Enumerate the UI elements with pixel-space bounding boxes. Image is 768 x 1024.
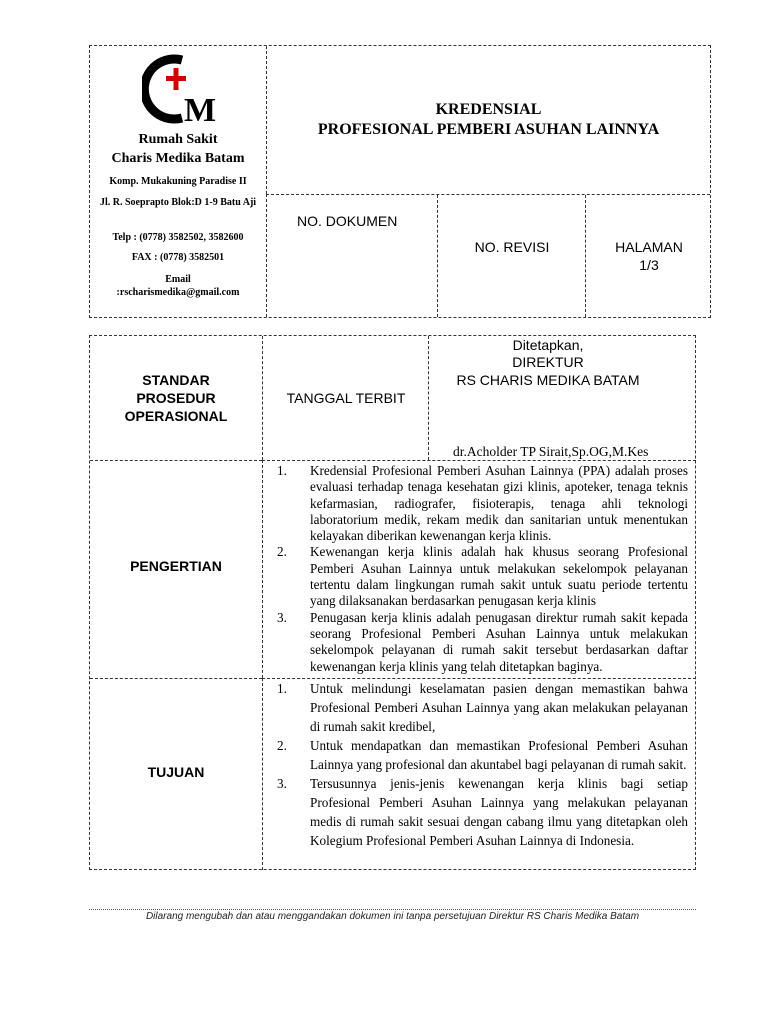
approval-cell	[428, 336, 696, 460]
hospital-name	[90, 130, 266, 168]
item-text: Penugasan kerja klinis adalah penugasan direktur rumah sakit kepada seorang Profesional Pemberi Asuhan Lainnya untuk melakukan sekelompok pelayanan di rumah sakit tersebut berdasarkan daftar kewenangan kerja klinis yang telah ditetapkan baginya.	[310, 609, 688, 674]
item-number: 2.	[277, 738, 287, 753]
phone-text: Telp : (0778) 3582502, 3582600	[112, 232, 244, 243]
item-text: Untuk melindungi keselamatan pasien dengan memastikan bahwa Profesional Pemberi Asuhan Lainnya yang akan melakukan pelayanan di rumah sakit kredibel,	[310, 681, 688, 734]
item-text: Tersusunnya jenis-jenis kewenangan kerja klinis bagi setiap Profesional Pemberi Asuhan Lainnya yang melakukan pelayanan medis di rumah sakit sesuai dengan cabang ilmu yang ditetapkan oleh Kolegium Profesional Pemberi Asuhan Lainnya di Indonesia.	[310, 776, 688, 848]
pengertian-label: PENGERTIAN	[130, 558, 222, 574]
no-revisi-cell	[437, 195, 585, 317]
item-text: Untuk mendapatkan dan memastikan Profesional Pemberi Asuhan Lainnya yang profesional dan akuntabel bagi pelayanan di rumah sakit.	[310, 738, 688, 772]
sop-label-line3: OPERASIONAL	[124, 408, 228, 424]
tujuan-content-cell	[262, 678, 696, 870]
hospital-name-line1: Rumah Sakit	[138, 132, 218, 147]
sop-label	[90, 371, 262, 425]
signatory-name: dr.Acholder TP Sirait,Sp.OG,M.Kes	[453, 444, 649, 459]
item-number: 3.	[277, 609, 287, 625]
title-line2: PROFESIONAL PEMBERI ASUHAN LAINNYA	[317, 121, 660, 138]
halaman-cell	[585, 195, 711, 317]
hospital-name-line2: Charis Medika Batam	[111, 151, 245, 166]
tujuan-list	[263, 679, 696, 850]
tujuan-label-cell	[90, 678, 262, 870]
item-text: Kredensial Profesional Pemberi Asuhan Lainnya (PPA) adalah proses evaluasi terhadap tenaga kesehatan gizi klinis, apoteker, tenaga teknis kefarmasian, radiografer, fisioterapis, tenaga ahli teknologi laboratorium medik, rekam medik dan sanitarian untuk menentukan kelayakan diberikan kewenangan kerja klinis.	[310, 463, 688, 544]
halaman-value: 1/3	[639, 257, 659, 273]
direktur-text: DIREKTUR	[512, 354, 584, 370]
item-text: Kewenangan kerja klinis adalah hak khusus seorang Profesional Pemberi Asuhan Lainnya untuk melakukan sekelompok pelayanan tertentu dalam lingkungan rumah sakit untuk suatu periode tertentu yang dilaksanakan berdasarkan penugasan kerja klinis	[310, 544, 688, 609]
sop-label-line2: PROSEDUR	[136, 390, 216, 406]
sop-label-line1: STANDAR	[142, 372, 210, 388]
document-meta-row	[266, 194, 710, 317]
pengertian-label-cell	[90, 460, 262, 678]
document-title	[267, 100, 710, 140]
footer-notice: Dilarang mengubah dan atau menggandakan dokumen ini tanpa persetujuan Direktur RS Charis Medika Batam	[145, 911, 640, 922]
pengertian-item	[263, 610, 688, 675]
pengertian-content-cell	[262, 460, 696, 678]
sop-label-cell	[90, 336, 262, 460]
rs-name-text: RS CHARIS MEDIKA BATAM	[456, 372, 640, 388]
item-number: 3.	[277, 776, 287, 791]
tujuan-item	[263, 736, 688, 774]
no-revisi-label: NO. REVISI	[474, 239, 550, 255]
tanggal-terbit-label: TANGGAL TERBIT	[286, 390, 406, 406]
tanggal-terbit-cell	[262, 336, 428, 460]
footer-divider	[89, 909, 696, 910]
pengertian-list	[263, 463, 696, 675]
item-number: 1.	[277, 463, 287, 478]
title-line1: KREDENSIAL	[435, 101, 542, 118]
no-dokumen-label: NO. DOKUMEN	[297, 213, 398, 229]
tujuan-item	[263, 679, 688, 736]
item-number: 1.	[277, 681, 287, 696]
document-title-cell	[266, 46, 710, 194]
document-header	[89, 45, 711, 318]
fax-text: FAX : (0778) 3582501	[131, 252, 225, 263]
halaman-label: HALAMAN	[615, 239, 683, 255]
item-number: 2.	[277, 544, 287, 560]
pengertian-item	[263, 463, 688, 544]
email-label: Email	[165, 274, 191, 285]
tujuan-label: TUJUAN	[147, 764, 205, 780]
sop-table	[89, 335, 696, 870]
logo-m-letter: M	[183, 92, 217, 124]
hospital-info-cell	[90, 46, 266, 317]
address-line1: Komp. Mukakuning Paradise II	[109, 176, 247, 187]
pengertian-item	[263, 544, 688, 609]
hospital-logo	[142, 54, 226, 124]
tujuan-item	[263, 774, 688, 850]
ditetapkan-text: Ditetapkan,	[512, 337, 584, 353]
logo-cross-vertical	[174, 68, 179, 90]
address-line2: Jl. R. Soeprapto Blok:D 1-9 Batu Aji	[99, 197, 257, 208]
email-text: :rscharismedika@gmail.com	[116, 287, 240, 298]
